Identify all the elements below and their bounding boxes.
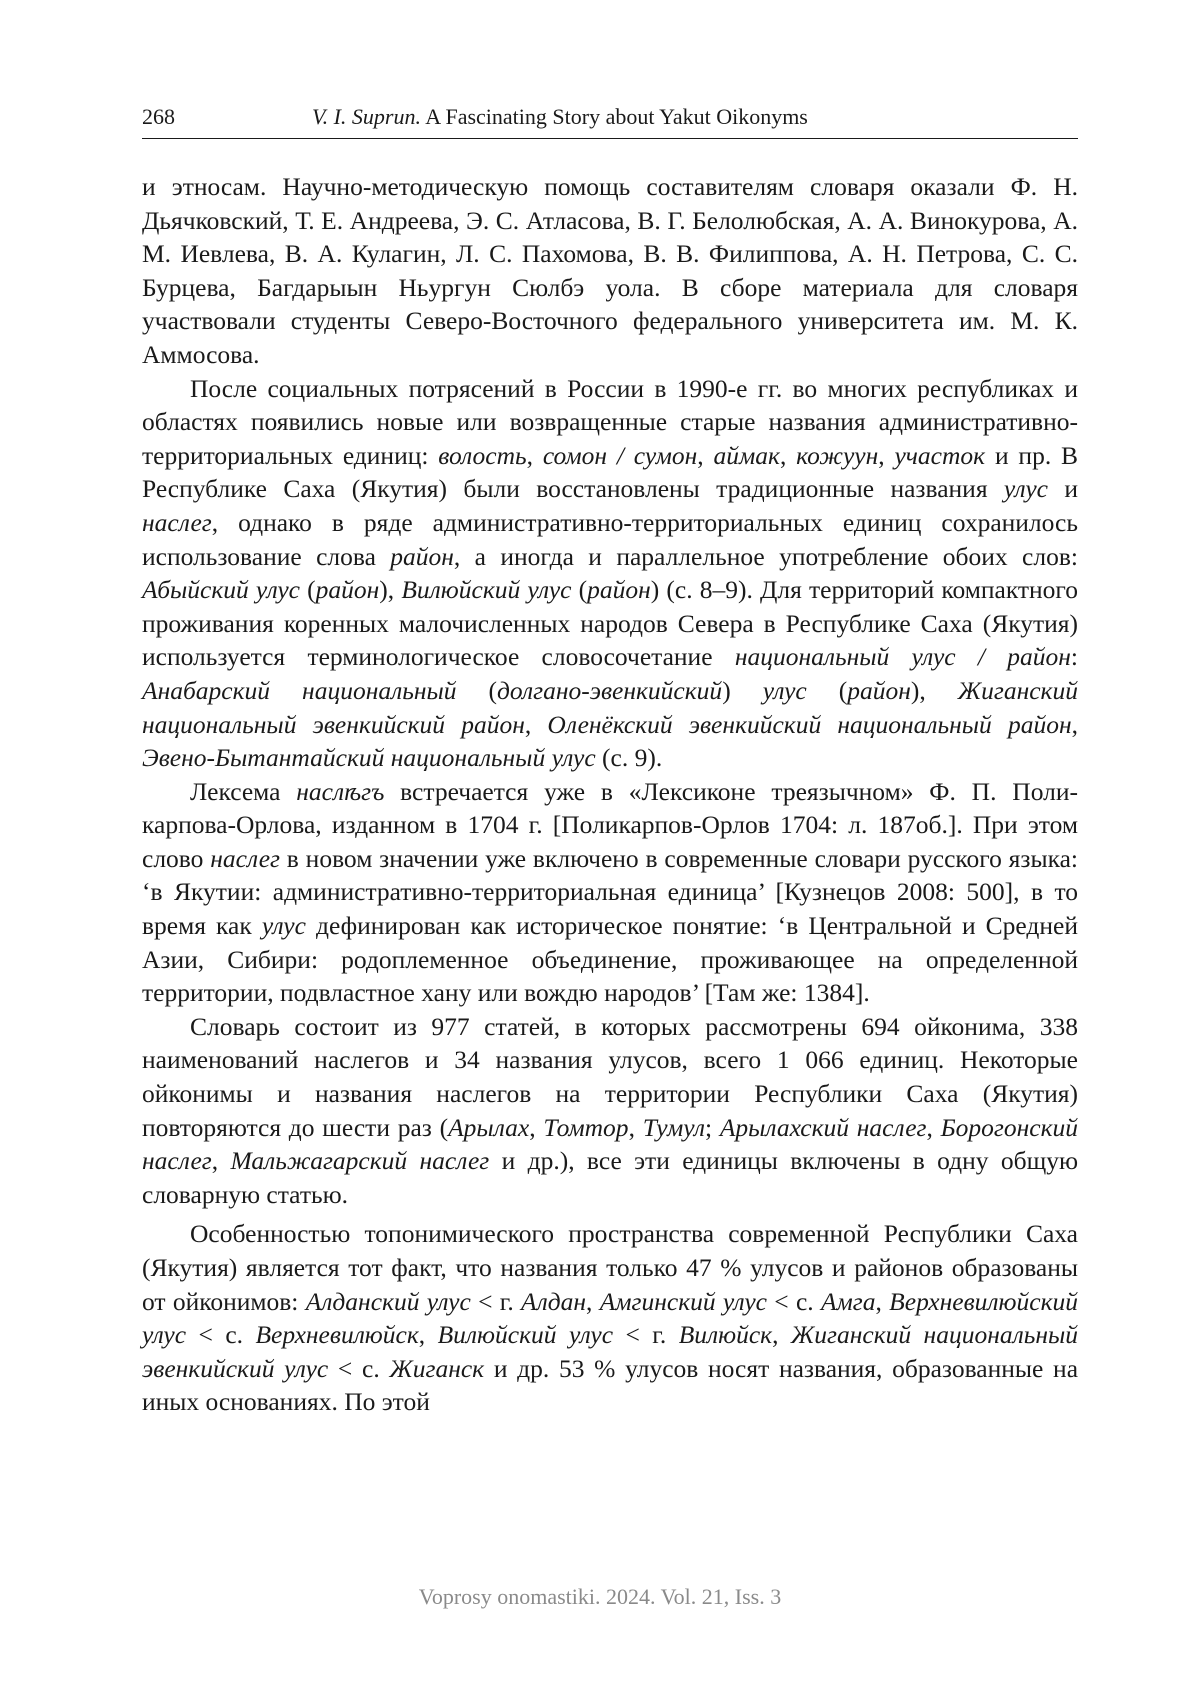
- text-run: < г.: [471, 1287, 521, 1316]
- paragraph-1: [142, 170, 1078, 372]
- italic-term: Абыйский улус: [142, 575, 300, 604]
- text-run: (с. 9).: [596, 743, 663, 772]
- paragraph-5: [142, 1217, 1078, 1419]
- italic-term: Эвено-Бытантайский национальный улус: [142, 743, 596, 772]
- italic-term: Жиганский национальный эвенкийский улус: [142, 1320, 1078, 1383]
- text-run: < с.: [767, 1287, 821, 1316]
- text-run: и: [1048, 474, 1078, 503]
- italic-term: Мальжагарский наслег: [230, 1146, 489, 1175]
- text-run: ,: [527, 441, 543, 470]
- italic-term: Анабарский национальный: [142, 676, 457, 705]
- text-run: ,: [525, 710, 548, 739]
- text-run: и пр. В Республике Саха (Якутия) были восстановлены традиционные названия: [142, 441, 1078, 504]
- italic-term: Жиганский национальный эвенкийский район: [142, 676, 1078, 739]
- italic-term: Алданский улус: [306, 1287, 471, 1316]
- text-run: и др.), все эти единицы включены в одну общую словарную статью.: [142, 1146, 1078, 1209]
- running-head: [142, 104, 1078, 139]
- text-run: Лексема: [190, 777, 296, 806]
- paragraph-3: [142, 775, 1078, 1010]
- text-run: < с.: [328, 1354, 389, 1383]
- text-run: (: [571, 575, 587, 604]
- header-author: V. I. Suprun.: [312, 104, 421, 129]
- text-run: Особенностью топонимического пространства современной Респу­блики Саха (Якутия) является тот факт, что названия только 47 % улусов и районов образованы от ойконимов:: [142, 1219, 1078, 1315]
- journal-footer: Voprosy onomastiki. 2024. Vol. 21, Iss. 3: [0, 1584, 1200, 1610]
- italic-term: кожуун: [796, 441, 878, 470]
- text-run: < г.: [613, 1320, 679, 1349]
- page-number: 268: [142, 104, 175, 130]
- italic-term: Оленёкский эвенкийский национальный район: [547, 710, 1071, 739]
- italic-term: участок: [894, 441, 985, 470]
- italic-term: Арылах: [448, 1113, 529, 1142]
- text-run: (: [807, 676, 848, 705]
- italic-term: улус: [1004, 474, 1048, 503]
- italic-term: наслег: [142, 508, 212, 537]
- text-run: ): [722, 676, 763, 705]
- text-run: ,: [876, 1287, 890, 1316]
- italic-term: сомон / сумон: [543, 441, 697, 470]
- paragraph-4: [142, 1010, 1078, 1212]
- text-run: ,: [878, 441, 894, 470]
- text-run: ,: [697, 441, 713, 470]
- italic-term: улус: [763, 676, 807, 705]
- text-run: встречается уже в «Лексиконе треязычном» Ф. П. Поли­карпова-Орлова, изданном в 1704 г. [Поликарпов-Орлов 1704: л. 187об.]. При этом слово: [142, 777, 1078, 873]
- italic-term: долгано-эвенкийский: [497, 676, 722, 705]
- text-run: , а иногда и параллельное употребление обоих слов:: [454, 542, 1078, 571]
- text-run: ,: [927, 1113, 941, 1142]
- text-run: :: [1071, 642, 1078, 671]
- body-text: [142, 170, 1078, 1419]
- italic-term: аймак: [713, 441, 779, 470]
- italic-term: Тумул: [643, 1113, 705, 1142]
- text-run: < с.: [186, 1320, 255, 1349]
- italic-term: Жиганск: [389, 1354, 484, 1383]
- text-run: ,: [1072, 710, 1078, 739]
- italic-term: район: [587, 575, 651, 604]
- italic-term: Томтор: [543, 1113, 628, 1142]
- text-run: ),: [911, 676, 958, 705]
- text-run: (: [457, 676, 498, 705]
- text-run: После социальных потрясений в России в 1990-е гг. во многих республи­ках и областях появились новые или возвращенные старые названия админи­стративно-территориальных единиц:: [142, 374, 1078, 470]
- header-title: [312, 104, 808, 130]
- text-run: Словарь состоит из 977 статей, в которых рассмотрены 694 ойконима, 338 наименований наслегов и 34 названия улусов, всего 1 066 единиц. Неко­торые ойконимы и названия наслегов на территории Республики Саха (Яку­тия) повторяются до шести раз (: [142, 1012, 1078, 1142]
- italic-term: Арылахский наслег: [720, 1113, 927, 1142]
- text-run: ,: [586, 1287, 600, 1316]
- italic-term: наслег: [210, 844, 280, 873]
- text-run: ),: [379, 575, 401, 604]
- text-run: ,: [629, 1113, 643, 1142]
- italic-term: район: [390, 542, 454, 571]
- italic-term: наслѣгъ: [296, 777, 384, 806]
- text-run: дефинирован как историческое поня­тие: ‘в Центральной и Средней Азии, Сибири: родоплеменное объединение, проживающее на определенной территории, подвластное хану или вождю народов’ [Там же: 1384].: [142, 911, 1078, 1007]
- italic-term: Вилюйский улус: [401, 575, 571, 604]
- italic-term: район: [316, 575, 380, 604]
- text-run: ,: [212, 1146, 231, 1175]
- text-run: ,: [419, 1320, 438, 1349]
- text-run: , однако в ряде административно-территориальных единиц сохранилось использование слова: [142, 508, 1078, 571]
- italic-term: национальный улус / район: [735, 642, 1071, 671]
- italic-term: Борогонский наслег: [142, 1113, 1078, 1176]
- italic-term: Вилюйский улус: [438, 1320, 613, 1349]
- text-run: ,: [772, 1320, 791, 1349]
- italic-term: Вилюйск: [679, 1320, 772, 1349]
- text-run: (: [300, 575, 316, 604]
- italic-term: Амга: [821, 1287, 876, 1316]
- italic-term: Алдан: [521, 1287, 586, 1316]
- paragraph-2: [142, 372, 1078, 775]
- text-run: ,: [529, 1113, 543, 1142]
- text-run: ;: [705, 1113, 720, 1142]
- text-run: ,: [780, 441, 796, 470]
- article-title: A Fascinating Story about Yakut Oikonyms: [425, 104, 808, 129]
- italic-term: волость: [438, 441, 526, 470]
- italic-term: Верхневилюйск: [255, 1320, 418, 1349]
- italic-term: Амгинский улус: [600, 1287, 767, 1316]
- text-run: и этносам. Научно-методическую помощь составителям словаря оказали Ф. Н. Дьячковский, Т. Е. Андреева, Э. С. Атласова, В. Г. Белолюбская, А. А. Винокурова, А. М. Иевлева, В. А. Кулагин, Л. С. Пахомова, В. В. Филип­пова, А. Н. Петрова, С. С. Бурцева, Багдарыын Ньургун Сюлбэ уола. В сборе материала для словаря участвовали студенты Северо-Восточного федераль­ного университета им. М. К. Аммосова.: [142, 172, 1078, 369]
- italic-term: район: [847, 676, 911, 705]
- text-run: ) (с. 8–9). Для территорий компактного проживания коренных малочисленных народов Севера в Республике Саха (Якутия) используется терминологиче­ское словосочетание: [142, 575, 1078, 671]
- text-run: и др. 53 % улусов носят названия, образованные на иных основаниях. По этой: [142, 1354, 1078, 1417]
- italic-term: улус: [262, 911, 306, 940]
- italic-term: Верхневилюйский улус: [142, 1287, 1078, 1350]
- text-run: в новом значении уже включено в современные словари русского языка: ‘в Якутии: административно-территориальная единица’ [Куз­нецов 2008: 500], в то время как: [142, 844, 1078, 940]
